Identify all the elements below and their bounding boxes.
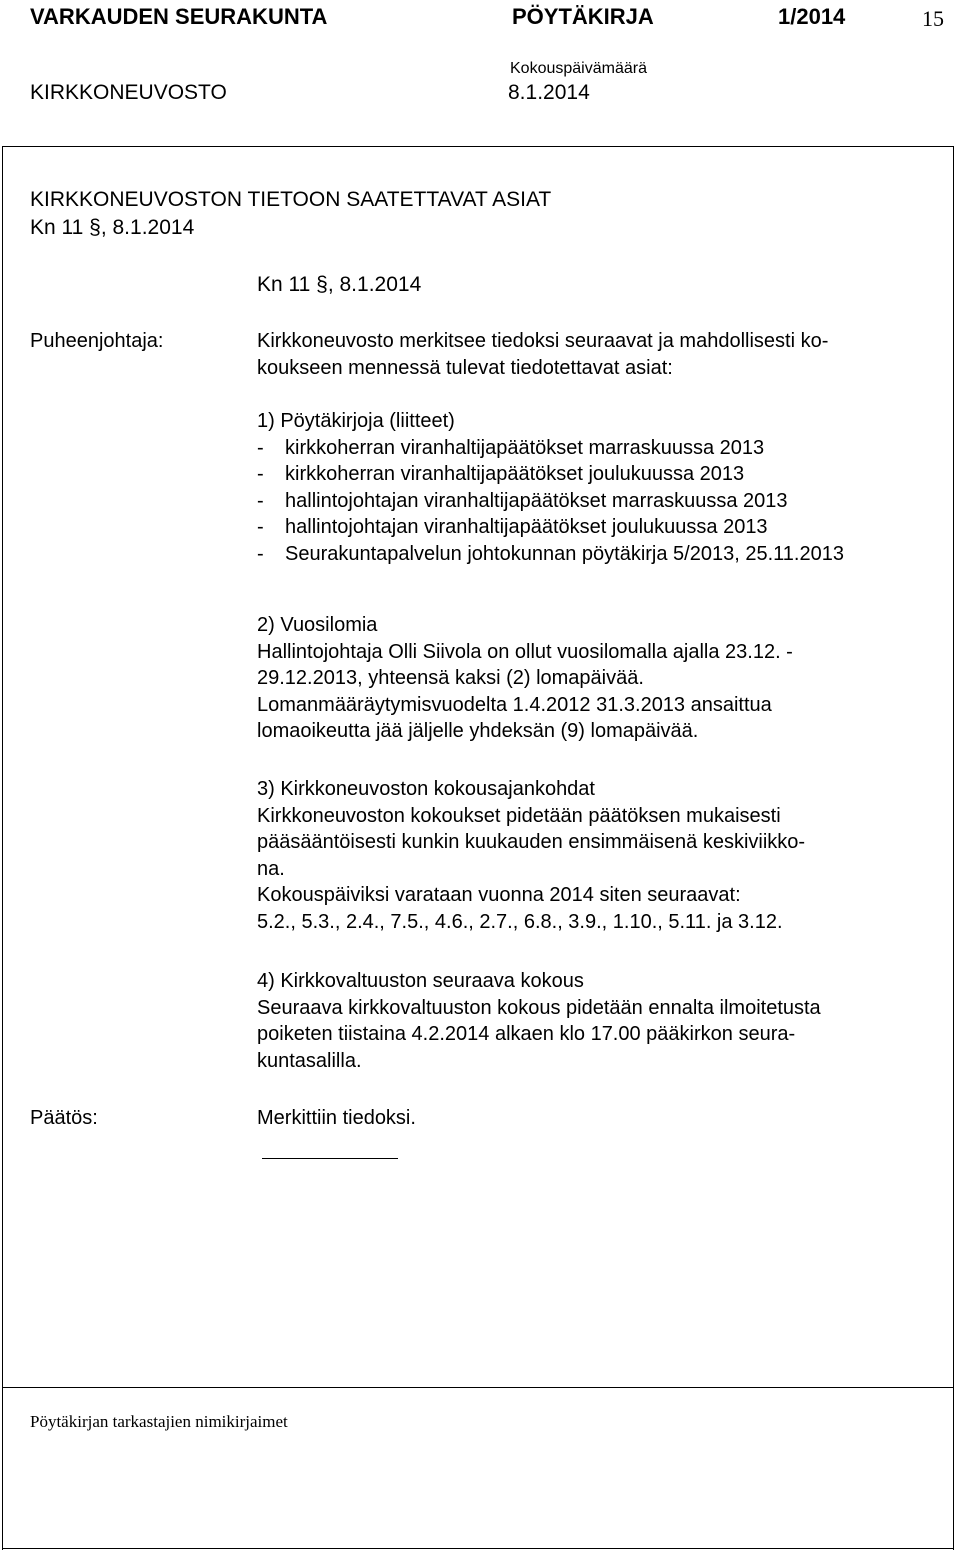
item-1 (257, 408, 844, 567)
date-label: Kokouspäivämäärä (510, 60, 647, 77)
chair-intro (257, 328, 828, 381)
item-3-line: Kirkkoneuvoston kokoukset pidetään päätöksen mukaisesti (257, 804, 781, 827)
intro-line: koukseen mennessä tulevat tiedotettavat asiat: (257, 356, 673, 379)
section-title: KIRKKONEUVOSTON TIETOON SAATETTAVAT ASIAT (30, 188, 552, 211)
section-reference-repeat: Kn 11 §, 8.1.2014 (257, 273, 422, 296)
body-name: KIRKKONEUVOSTO (30, 81, 227, 104)
item-4-line: poiketen tiistaina 4.2.2014 alkaen klo 17.00 pääkirkon seura- (257, 1023, 796, 1045)
item-3-line: na. (257, 857, 285, 880)
meeting-date: 8.1.2014 (508, 81, 590, 104)
document-type: PÖYTÄKIRJA (512, 4, 654, 29)
list-item: - hallintojohtajan viranhaltijapäätökset marraskuussa 2013 (257, 489, 788, 512)
item-4-line: kuntasalilla. (257, 1049, 362, 1072)
item-3 (257, 776, 805, 935)
intro-line: Kirkkoneuvosto merkitsee tiedoksi seuraavat ja mahdollisesti ko- (257, 330, 829, 352)
list-item: - hallintojohtajan viranhaltijapäätökset joulukuussa 2013 (257, 516, 768, 538)
item-2-line: lomaoikeutta jää jäljelle yhdeksän (9) lomapäivää. (257, 720, 699, 742)
end-rule (262, 1158, 398, 1159)
item-2-line: Lomanmääräytymisvuodelta 1.4.2012 31.3.2013 ansaittua (257, 693, 772, 716)
section-reference: Kn 11 §, 8.1.2014 (30, 216, 195, 239)
item-3-heading: 3) Kirkkoneuvoston kokousajankohdat (257, 778, 595, 800)
item-4-line: Seuraava kirkkovaltuuston kokous pidetään ennalta ilmoitetusta (257, 996, 821, 1019)
page-number: 15 (922, 6, 944, 31)
chair-label: Puheenjohtaja: (30, 330, 164, 352)
list-item: - kirkkoherran viranhaltijapäätökset joulukuussa 2013 (257, 463, 745, 485)
item-1-heading: 1) Pöytäkirjoja (liitteet) (257, 410, 455, 432)
item-2-line: 29.12.2013, yhteensä kaksi (2) lomapäivää. (257, 667, 644, 689)
decision-label: Päätös: (30, 1107, 98, 1129)
item-4 (257, 968, 821, 1074)
item-4-heading: 4) Kirkkovaltuuston seuraava kokous (257, 970, 584, 992)
decision-text: Merkittiin tiedoksi. (257, 1107, 416, 1129)
signatures-label: Pöytäkirjan tarkastajien nimikirjaimet (30, 1412, 288, 1431)
organization-name: VARKAUDEN SEURAKUNTA (30, 4, 328, 29)
frame-divider (2, 1387, 954, 1388)
item-2-line: Hallintojohtaja Olli Siivola on ollut vuosilomalla ajalla 23.12. - (257, 640, 793, 663)
item-3-line: Kokouspäiviksi varataan vuonna 2014 siten seuraavat: (257, 884, 741, 906)
item-2-heading: 2) Vuosilomia (257, 614, 378, 636)
document-number: 1/2014 (778, 4, 846, 29)
item-3-line: pääsääntöisesti kunkin kuukauden ensimmäisenä keskiviikko- (257, 831, 806, 853)
item-2 (257, 612, 793, 745)
frame-bottom-border (2, 1548, 954, 1549)
list-item: - Seurakuntapalvelun johtokunnan pöytäkirja 5/2013, 25.11.2013 (257, 542, 844, 565)
item-3-line: 5.2., 5.3., 2.4., 7.5., 4.6., 2.7., 6.8., 3.9., 1.10., 5.11. ja 3.12. (257, 910, 783, 933)
list-item: - kirkkoherran viranhaltijapäätökset marraskuussa 2013 (257, 436, 765, 459)
